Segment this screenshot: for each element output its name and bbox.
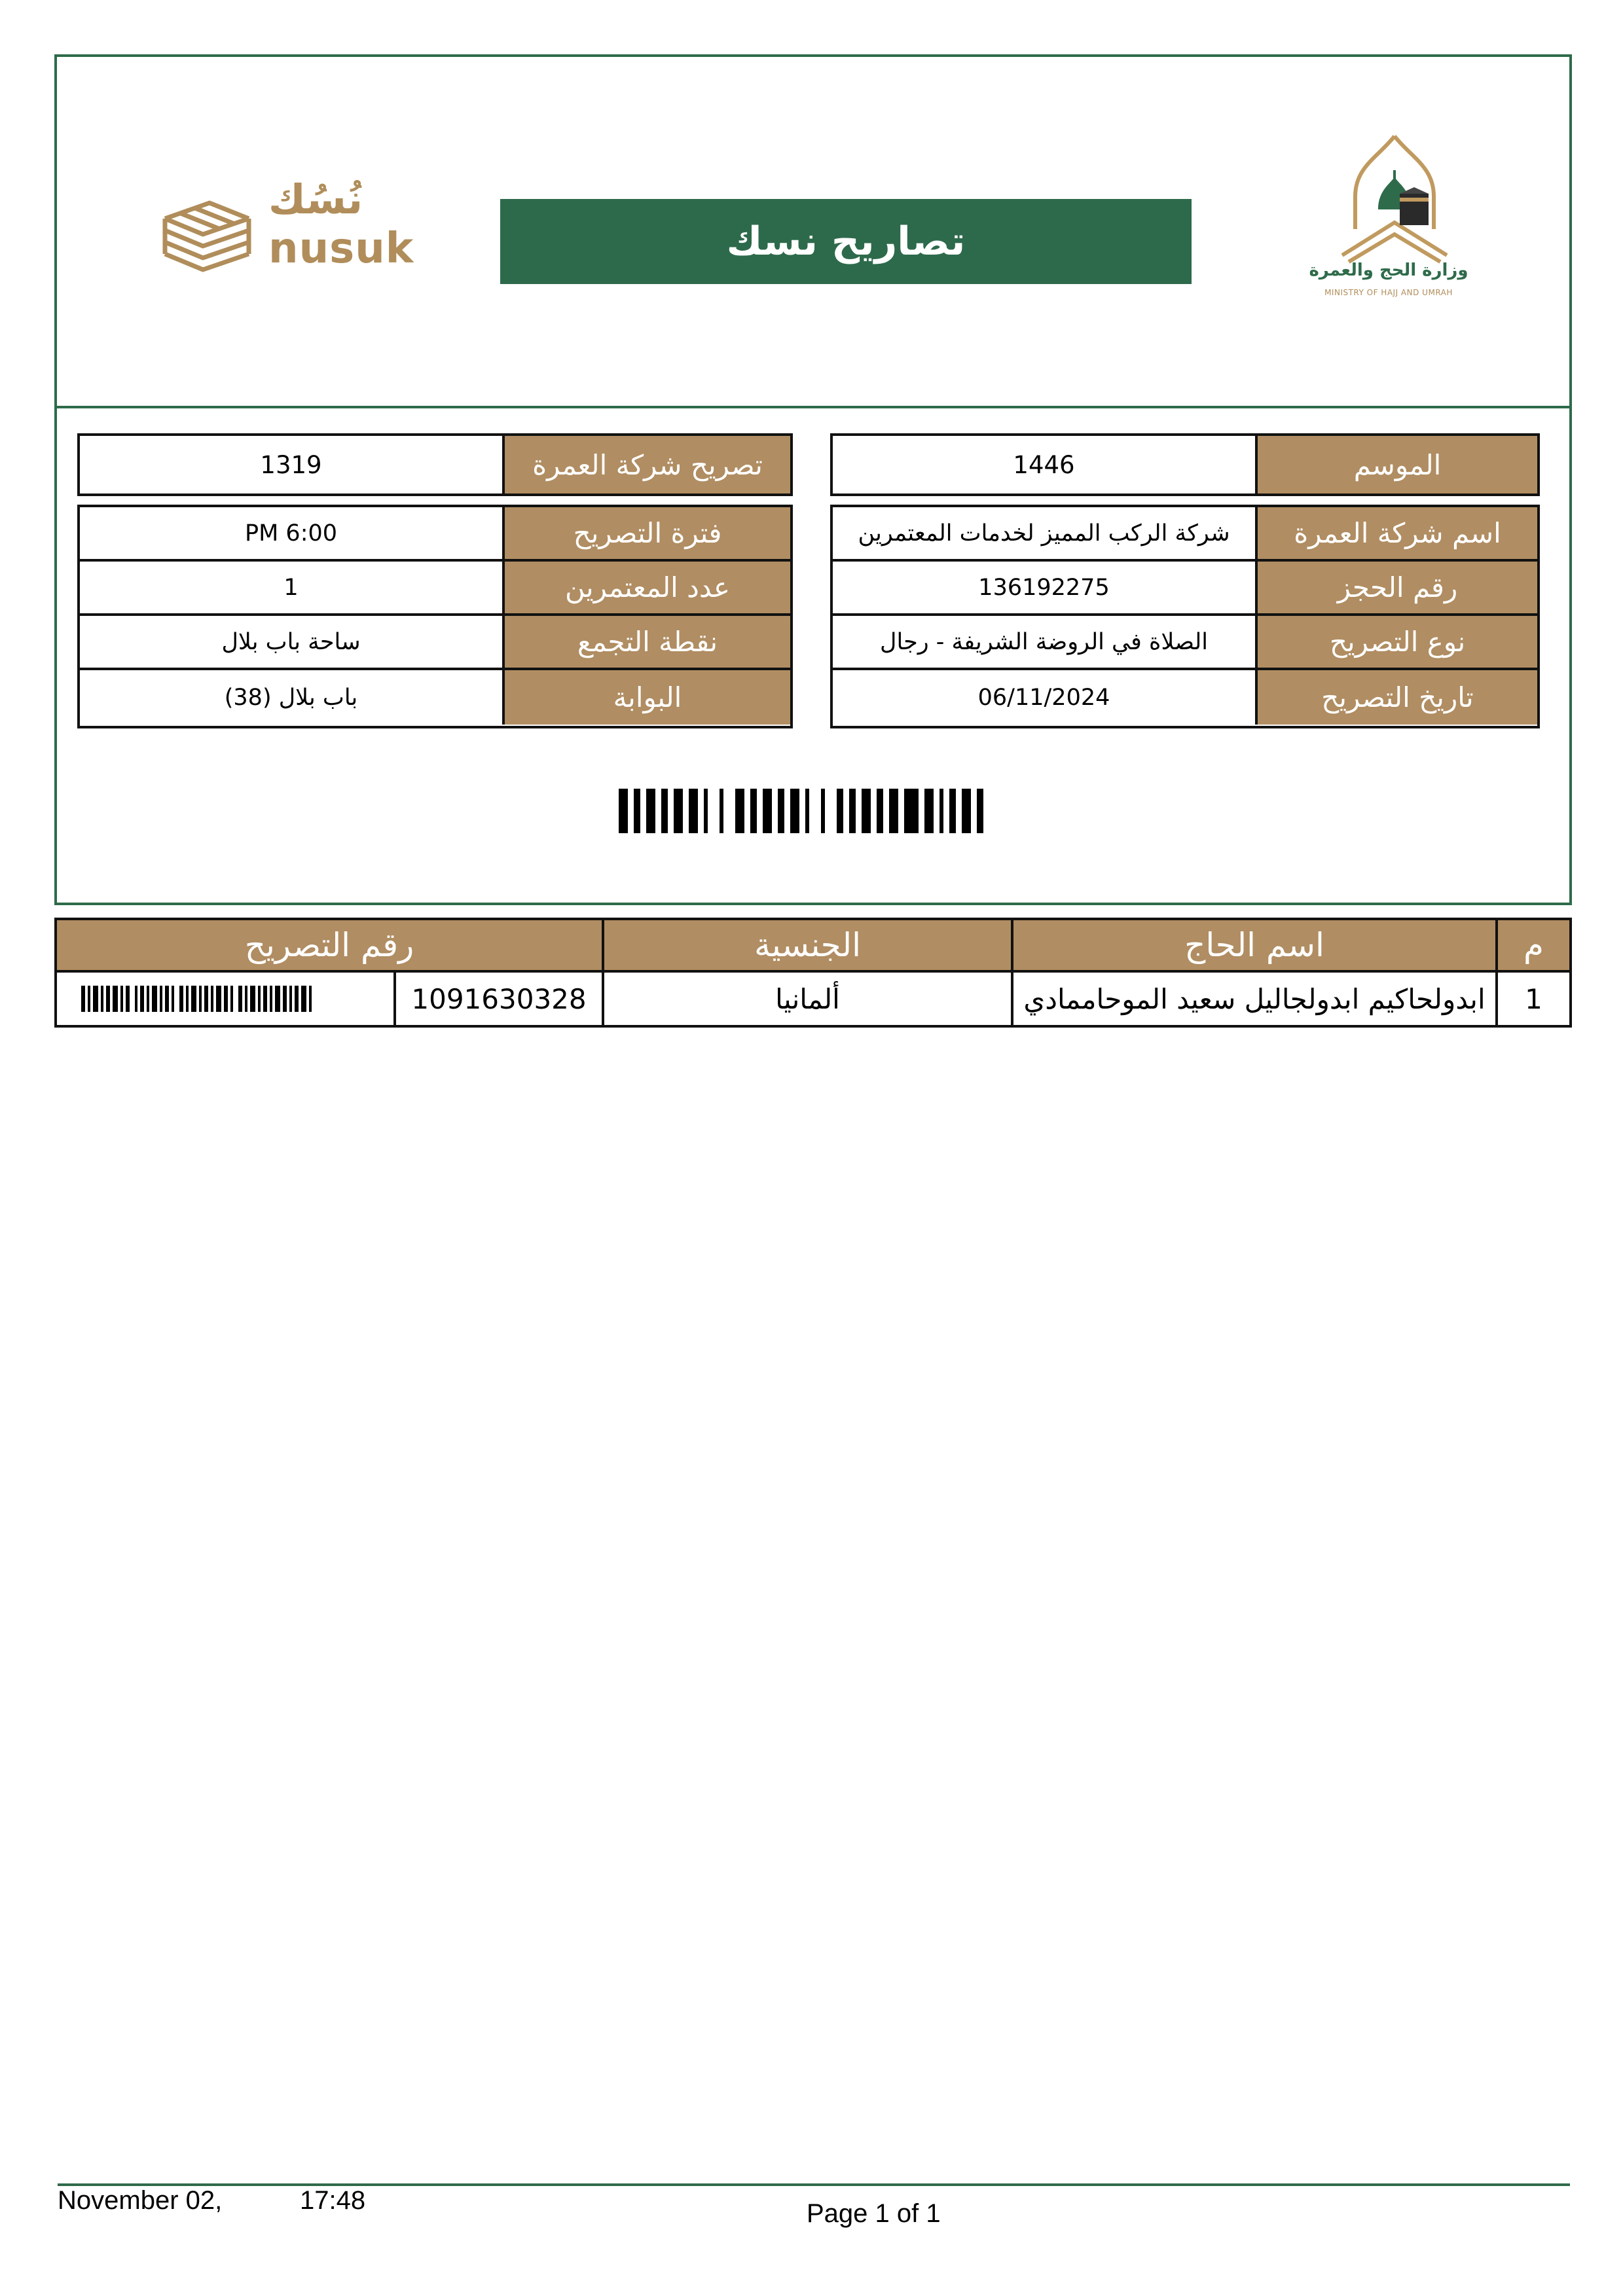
barcode-bar xyxy=(224,986,228,1012)
barcode-bar xyxy=(778,789,784,833)
permit-type-label: نوع التصريح xyxy=(1255,616,1537,668)
barcode-bar xyxy=(837,789,843,833)
permit-type-value: الصلاة في الروضة الشريفة - رجال xyxy=(833,616,1255,668)
barcode-bar xyxy=(309,986,312,1012)
company-permit-value: 1319 xyxy=(80,436,502,493)
permit-details-right xyxy=(830,505,1540,728)
pilgrim-name-cell: ابدولحاكيم ابدولجاليل سعيد الموحاممادي xyxy=(1013,973,1498,1025)
barcode-bar xyxy=(862,789,871,833)
barcode-bar xyxy=(258,986,261,1012)
umrah-company-value: شركة الركب المميز لخدمات المعتمرين xyxy=(833,507,1255,559)
booking-number-value: 136192275 xyxy=(833,562,1255,613)
permit-date-row xyxy=(833,670,1537,725)
barcode-bar xyxy=(204,986,208,1012)
assembly-point-label: نقطة التجمع xyxy=(502,616,790,668)
barcode-bar xyxy=(295,986,299,1012)
season-label: الموسم xyxy=(1255,436,1537,493)
barcode-bar xyxy=(263,986,267,1012)
row-barcode-icon xyxy=(81,986,369,1012)
season-field xyxy=(830,433,1540,496)
page-title: تصاريح نسك xyxy=(500,199,1192,284)
barcode-bar xyxy=(689,789,698,833)
barcode-bar xyxy=(283,986,287,1012)
barcode-bar xyxy=(88,986,90,1012)
barcode-bar xyxy=(301,986,306,1012)
barcode-bar xyxy=(750,789,757,833)
company-permit-field xyxy=(77,433,793,496)
barcode-bar xyxy=(889,789,898,833)
print-date: November 02, xyxy=(58,2186,223,2215)
barcode-bar xyxy=(140,986,144,1012)
barcode-bar xyxy=(661,789,668,833)
table-row xyxy=(57,973,1569,1025)
barcode-bar xyxy=(634,789,640,833)
barcode-bar xyxy=(849,789,856,833)
barcode-bar xyxy=(152,986,157,1012)
umrah-company-row xyxy=(833,507,1537,562)
index-cell: 1 xyxy=(1525,982,1542,1015)
permit-type-row xyxy=(833,616,1537,670)
barcode-bar xyxy=(172,986,174,1012)
nusuk-logo-arabic: نُسُك xyxy=(268,175,363,223)
permit-date-value: 06/11/2024 xyxy=(833,670,1255,725)
header-divider xyxy=(54,406,1572,408)
nationality-cell: ألمانيا xyxy=(604,973,1013,1025)
assembly-point-row xyxy=(80,616,790,670)
barcode-bar xyxy=(977,789,983,833)
barcode-bar xyxy=(904,789,919,833)
barcode-bar xyxy=(101,986,103,1012)
gate-label: البوابة xyxy=(502,670,790,725)
barcode-bar xyxy=(877,789,883,833)
barcode-bar xyxy=(270,986,272,1012)
barcode-bar xyxy=(674,789,683,833)
ministry-name-english: MINISTRY OF HAJJ AND UMRAH xyxy=(1324,288,1453,297)
pilgrim-count-label: عدد المعتمرين xyxy=(502,562,790,613)
header-index: م xyxy=(1523,926,1544,964)
barcode-bar xyxy=(147,986,149,1012)
barcode-bar xyxy=(216,986,221,1012)
barcode-bar xyxy=(790,789,799,833)
barcode-bar xyxy=(126,986,130,1012)
barcode-bar xyxy=(120,986,123,1012)
barcode-bar xyxy=(720,789,723,833)
barcode-bar xyxy=(165,986,169,1012)
umrah-company-label: اسم شركة العمرة xyxy=(1255,507,1537,559)
permit-period-row xyxy=(80,507,790,562)
barcode-bar xyxy=(924,789,934,833)
barcode-bar xyxy=(289,986,292,1012)
barcode-bar xyxy=(949,789,956,833)
barcode-bar xyxy=(245,986,247,1012)
season-value: 1446 xyxy=(833,436,1255,493)
barcode-bar xyxy=(250,986,255,1012)
permit-number-cell: 1091630328 xyxy=(396,973,604,1025)
barcode-bar xyxy=(81,986,85,1012)
barcode-bar xyxy=(160,986,162,1012)
barcode-bar xyxy=(113,986,118,1012)
barcode-bar xyxy=(735,789,744,833)
permit-period-label: فترة التصريح xyxy=(502,507,790,559)
booking-number-row xyxy=(833,562,1537,616)
barcode-bar xyxy=(135,986,137,1012)
permit-details-left xyxy=(77,505,793,728)
barcode-bar xyxy=(939,789,943,833)
gate-row xyxy=(80,670,790,725)
ministry-name-arabic: وزارة الحج والعمرة xyxy=(1309,260,1468,280)
booking-number-label: رقم الحجز xyxy=(1255,562,1537,613)
barcode-bar xyxy=(179,986,183,1012)
header-permit-number: رقم التصريح xyxy=(57,920,604,970)
permit-barcode-icon xyxy=(619,789,1044,833)
barcode-bar xyxy=(646,789,655,833)
pilgrims-table-header xyxy=(57,920,1569,973)
barcode-bar xyxy=(238,986,242,1012)
barcode-bar xyxy=(199,986,202,1012)
barcode-bar xyxy=(821,789,825,833)
permit-period-value: 6:00 PM xyxy=(80,507,502,559)
row-barcode-cell xyxy=(57,973,396,1025)
barcode-bar xyxy=(763,789,772,833)
header-nationality: الجنسية xyxy=(604,920,1013,970)
pilgrim-count-value: 1 xyxy=(80,562,502,613)
barcode-bar xyxy=(275,986,280,1012)
permit-date-label: تاريخ التصريح xyxy=(1255,670,1537,725)
barcode-bar xyxy=(93,986,98,1012)
print-time: 17:48 xyxy=(300,2186,366,2215)
pilgrims-table xyxy=(54,918,1572,1028)
barcode-bar xyxy=(805,789,809,833)
barcode-bar xyxy=(186,986,189,1012)
gate-value: باب بلال (38) xyxy=(80,670,502,725)
barcode-bar xyxy=(191,986,196,1012)
assembly-point-value: ساحة باب بلال xyxy=(80,616,502,668)
nusuk-logo-text: nusuk xyxy=(268,224,414,273)
barcode-bar xyxy=(962,789,971,833)
page-number: Page 1 of 1 xyxy=(807,2199,941,2228)
barcode-bar xyxy=(230,986,233,1012)
footer-divider xyxy=(58,2183,1570,2186)
barcode-bar xyxy=(211,986,213,1012)
pilgrim-count-row xyxy=(80,562,790,616)
header-pilgrim-name: اسم الحاج xyxy=(1013,920,1498,970)
barcode-bar xyxy=(704,789,708,833)
company-permit-label: تصريح شركة العمرة xyxy=(502,436,790,493)
barcode-bar xyxy=(106,986,110,1012)
barcode-bar xyxy=(619,789,628,833)
